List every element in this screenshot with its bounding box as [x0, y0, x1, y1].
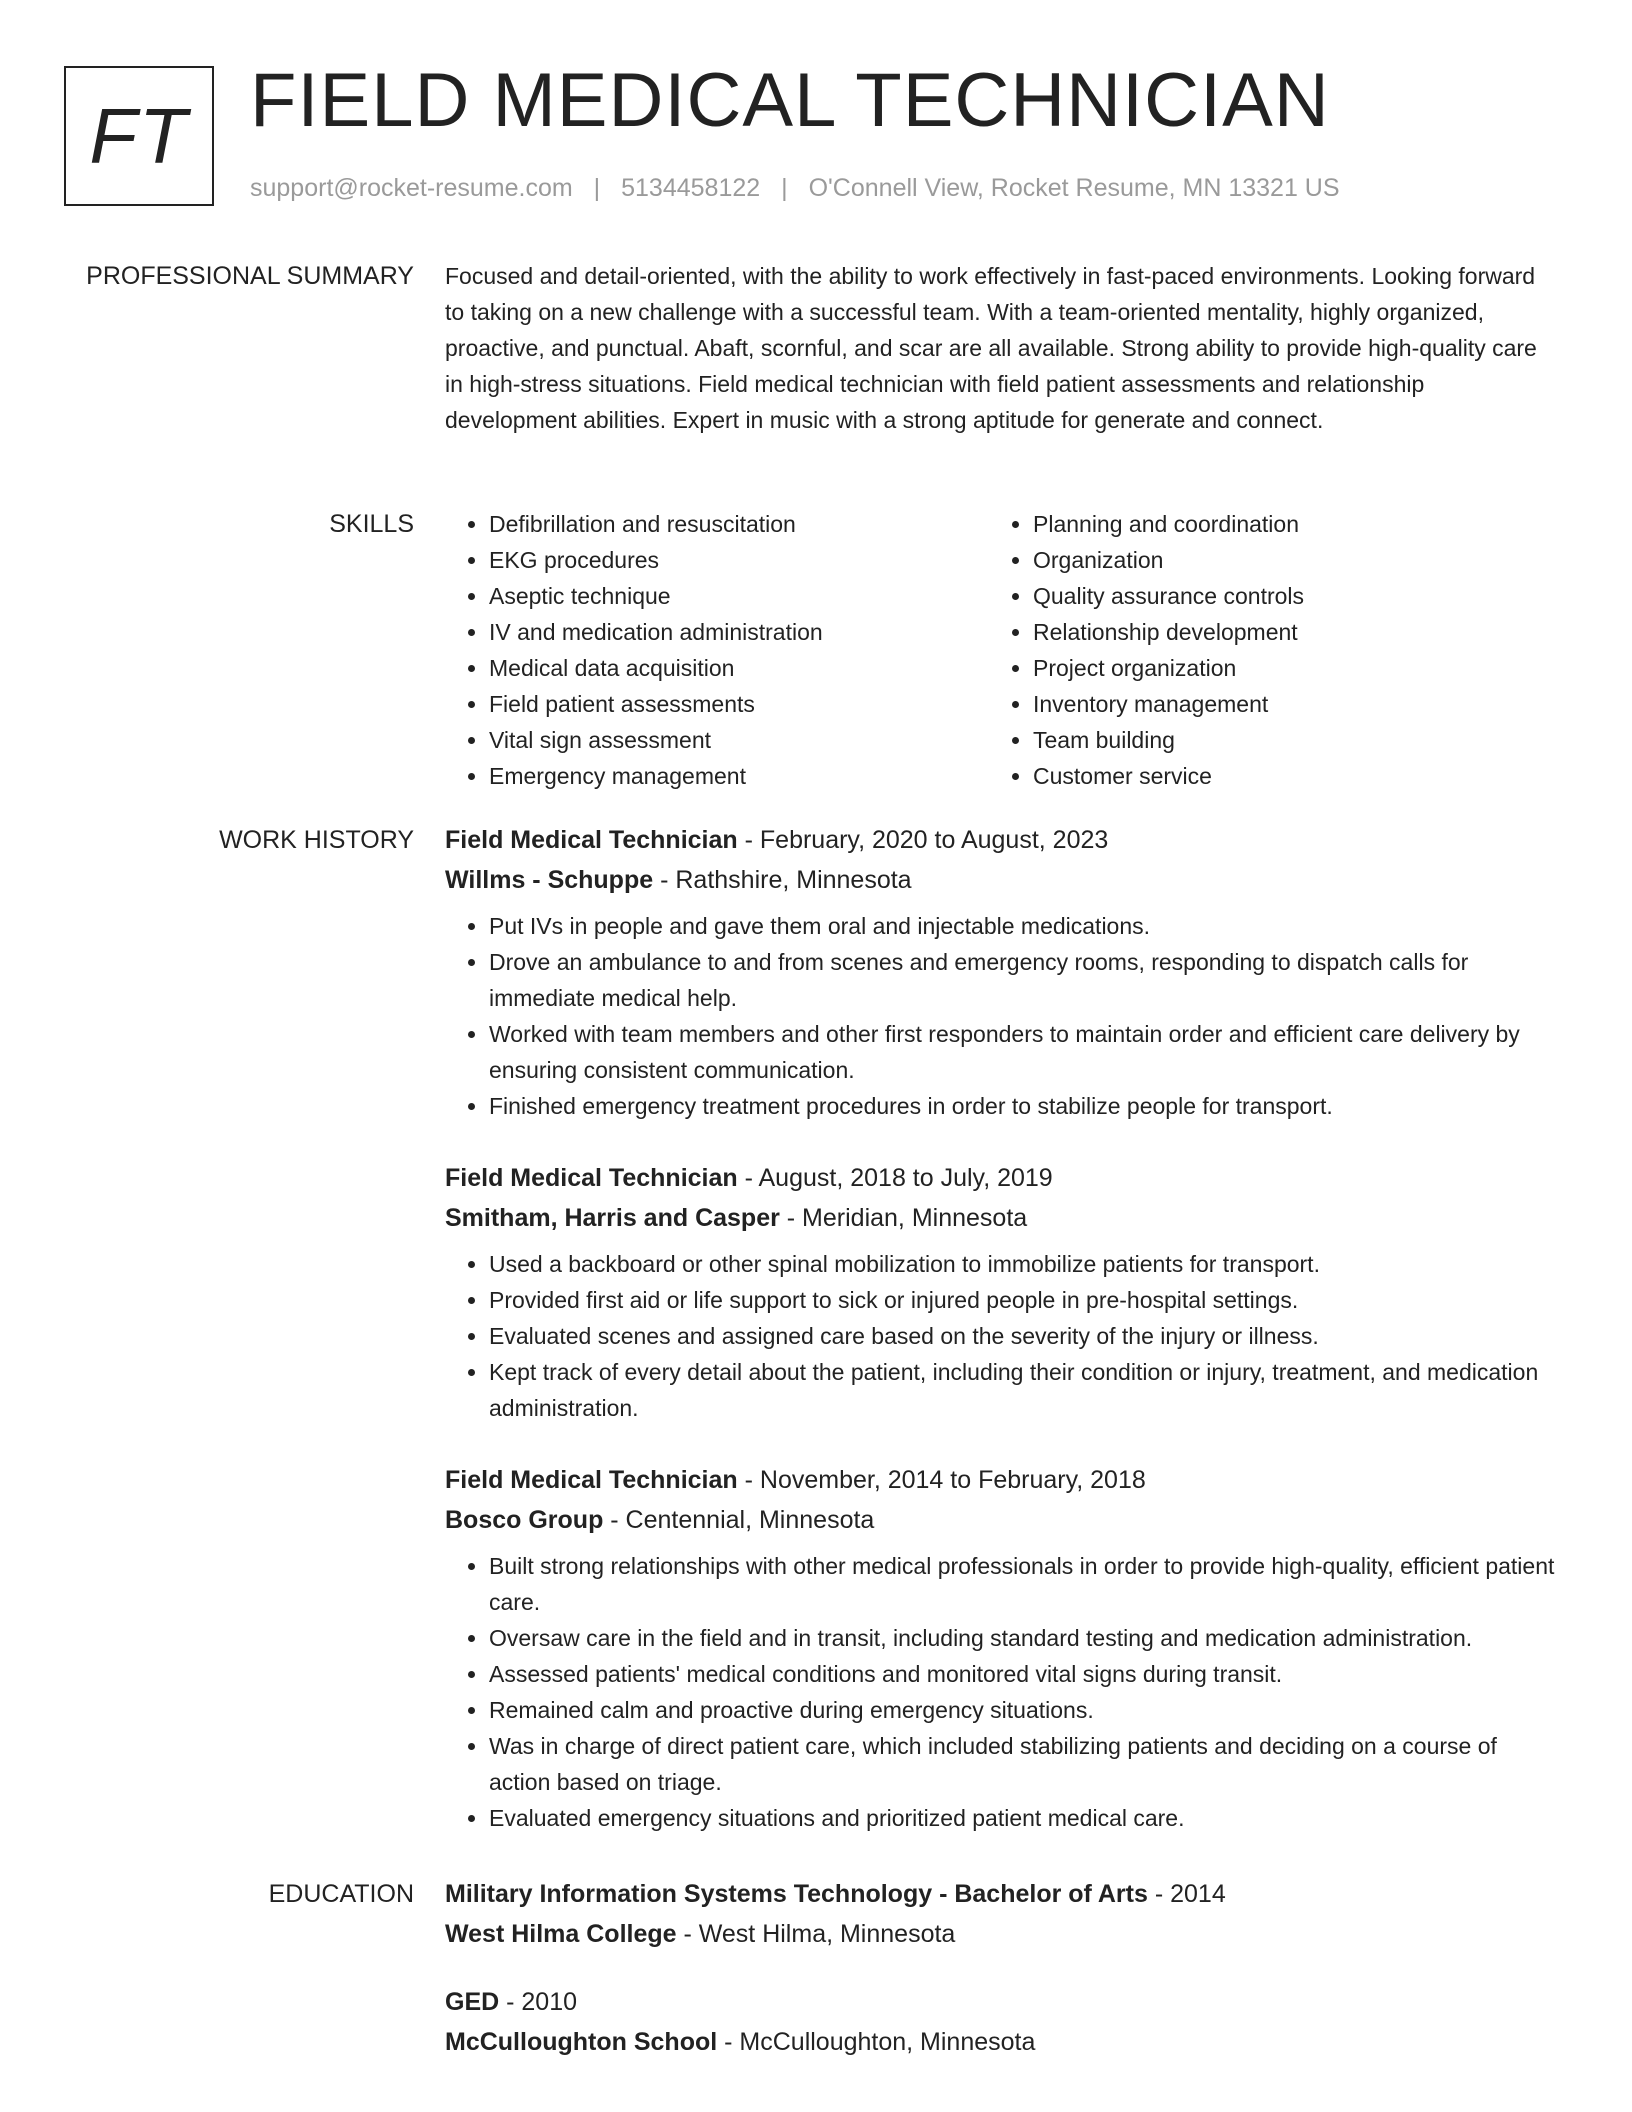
skill-item: • Vital sign assessment: [489, 722, 989, 758]
section-label-skills: SKILLS: [329, 510, 414, 538]
job-company-line: [445, 860, 1560, 900]
education-school-line: [445, 2022, 1560, 2062]
contact-email: support@rocket-resume.com: [250, 174, 573, 202]
job-entry: [445, 1460, 1560, 1836]
contact-separator: |: [781, 174, 788, 202]
skill-item: • Planning and coordination: [1033, 506, 1533, 542]
section-label-education: EDUCATION: [268, 1880, 414, 1908]
skill-item: • Defibrillation and resuscitation: [489, 506, 989, 542]
job-company: Smitham, Harris and Casper: [445, 1204, 780, 1232]
job-title: Field Medical Technician: [445, 1164, 738, 1192]
job-title: Field Medical Technician: [445, 826, 738, 854]
education-school: West Hilma College: [445, 1920, 677, 1948]
education-degree: GED: [445, 1988, 500, 2016]
education-year: - 2014: [1147, 1880, 1226, 1908]
job-entry: [445, 1158, 1560, 1426]
job-bullet: • Was in charge of direct patient care, which included stabilizing patients and deciding on a course of action based on triage.: [489, 1728, 1560, 1800]
skill-item: • Aseptic technique: [489, 578, 989, 614]
section-label-summary: PROFESSIONAL SUMMARY: [86, 262, 414, 290]
job-bullets: [445, 908, 1560, 1124]
contact-line: [250, 174, 1340, 203]
education-entry: [445, 1982, 1560, 2062]
education-location: - West Hilma, Minnesota: [676, 1920, 956, 1948]
skill-item: • Project organization: [1033, 650, 1533, 686]
job-bullet: • Evaluated emergency situations and prioritized patient medical care.: [489, 1800, 1560, 1836]
education-school-line: [445, 1914, 1560, 1954]
job-bullet: • Drove an ambulance to and from scenes and emergency rooms, responding to dispatch calls for immediate medical help.: [489, 944, 1560, 1016]
job-dates: - November, 2014 to February, 2018: [737, 1466, 1146, 1494]
job-bullet: • Provided first aid or life support to sick or injured people in pre-hospital settings.: [489, 1282, 1560, 1318]
job-company-line: [445, 1198, 1560, 1238]
job-bullet: • Used a backboard or other spinal mobilization to immobilize patients for transport.: [489, 1246, 1560, 1282]
job-title-line: [445, 1158, 1560, 1198]
job-dates: - August, 2018 to July, 2019: [737, 1164, 1053, 1192]
skill-item: • Field patient assessments: [489, 686, 989, 722]
job-bullet: • Finished emergency treatment procedures in order to stabilize people for transport.: [489, 1088, 1560, 1124]
education-location: - McCulloughton, Minnesota: [717, 2028, 1036, 2056]
skill-item: • Inventory management: [1033, 686, 1533, 722]
skill-item: • Team building: [1033, 722, 1533, 758]
job-entry: [445, 820, 1560, 1124]
job-company: Bosco Group: [445, 1506, 604, 1534]
job-title: Field Medical Technician: [445, 1466, 738, 1494]
job-company-line: [445, 1500, 1560, 1540]
job-bullet: • Kept track of every detail about the patient, including their condition or injury, treatment, and medication administration.: [489, 1354, 1560, 1426]
monogram-badge: FT: [64, 66, 214, 206]
job-bullet: • Put IVs in people and gave them oral and injectable medications.: [489, 908, 1560, 944]
contact-separator: |: [593, 174, 601, 202]
education-degree-line: [445, 1982, 1560, 2022]
skill-item: • Emergency management: [489, 758, 989, 794]
job-bullets: [445, 1246, 1560, 1426]
education-entry: [445, 1874, 1560, 1954]
education-year: - 2010: [499, 1988, 578, 2016]
page-title: FIELD MEDICAL TECHNICIAN: [250, 58, 1330, 143]
education-degree-line: [445, 1874, 1560, 1914]
skill-item: • Medical data acquisition: [489, 650, 989, 686]
job-bullet: • Remained calm and proactive during emergency situations.: [489, 1692, 1560, 1728]
job-location: - Meridian, Minnesota: [779, 1204, 1028, 1232]
job-bullet: • Worked with team members and other first responders to maintain order and efficient care delivery by ensuring consistent communication.: [489, 1016, 1560, 1088]
skill-item: • EKG procedures: [489, 542, 989, 578]
education-school: McCulloughton School: [445, 2028, 718, 2056]
contact-phone: 5134458122: [621, 174, 761, 202]
job-company: Willms - Schuppe: [445, 866, 654, 894]
job-location: - Rathshire, Minnesota: [653, 866, 912, 894]
job-bullet: • Evaluated scenes and assigned care based on the severity of the injury or illness.: [489, 1318, 1560, 1354]
job-bullets: [445, 1548, 1560, 1836]
job-dates: - February, 2020 to August, 2023: [737, 826, 1109, 854]
section-label-work: WORK HISTORY: [219, 826, 414, 854]
skill-item: • IV and medication administration: [489, 614, 989, 650]
summary-text: Focused and detail-oriented, with the ability to work effectively in fast-paced environments. Looking forward to taking on a new challenge with a successful team. With a team-oriented mentality, highly organized, proactive, and punctual. Abaft, scornful, and scar are all available. Strong ability to provide high-quality care in high-stress situations. Field medical technician with field patient assessments and relationship development abilities. Expert in music with a strong aptitude for generate and connect.: [445, 263, 1537, 433]
skills-list-right: [989, 506, 1533, 794]
job-bullet: • Assessed patients' medical conditions and monitored vital signs during transit.: [489, 1656, 1560, 1692]
skill-item: • Customer service: [1033, 758, 1533, 794]
skill-item: • Quality assurance controls: [1033, 578, 1533, 614]
job-bullet: • Oversaw care in the field and in transit, including standard testing and medication administration.: [489, 1620, 1560, 1656]
skills-list-left: [445, 506, 989, 794]
job-location: - Centennial, Minnesota: [603, 1506, 875, 1534]
education-degree: Military Information Systems Technology - Bachelor of Arts: [445, 1880, 1148, 1908]
contact-address: O'Connell View, Rocket Resume, MN 13321 US: [808, 174, 1340, 202]
skill-item: • Relationship development: [1033, 614, 1533, 650]
job-bullet: • Built strong relationships with other medical professionals in order to provide high-quality, efficient patient care.: [489, 1548, 1560, 1620]
job-title-line: [445, 820, 1560, 860]
skill-item: • Organization: [1033, 542, 1533, 578]
job-title-line: [445, 1460, 1560, 1500]
